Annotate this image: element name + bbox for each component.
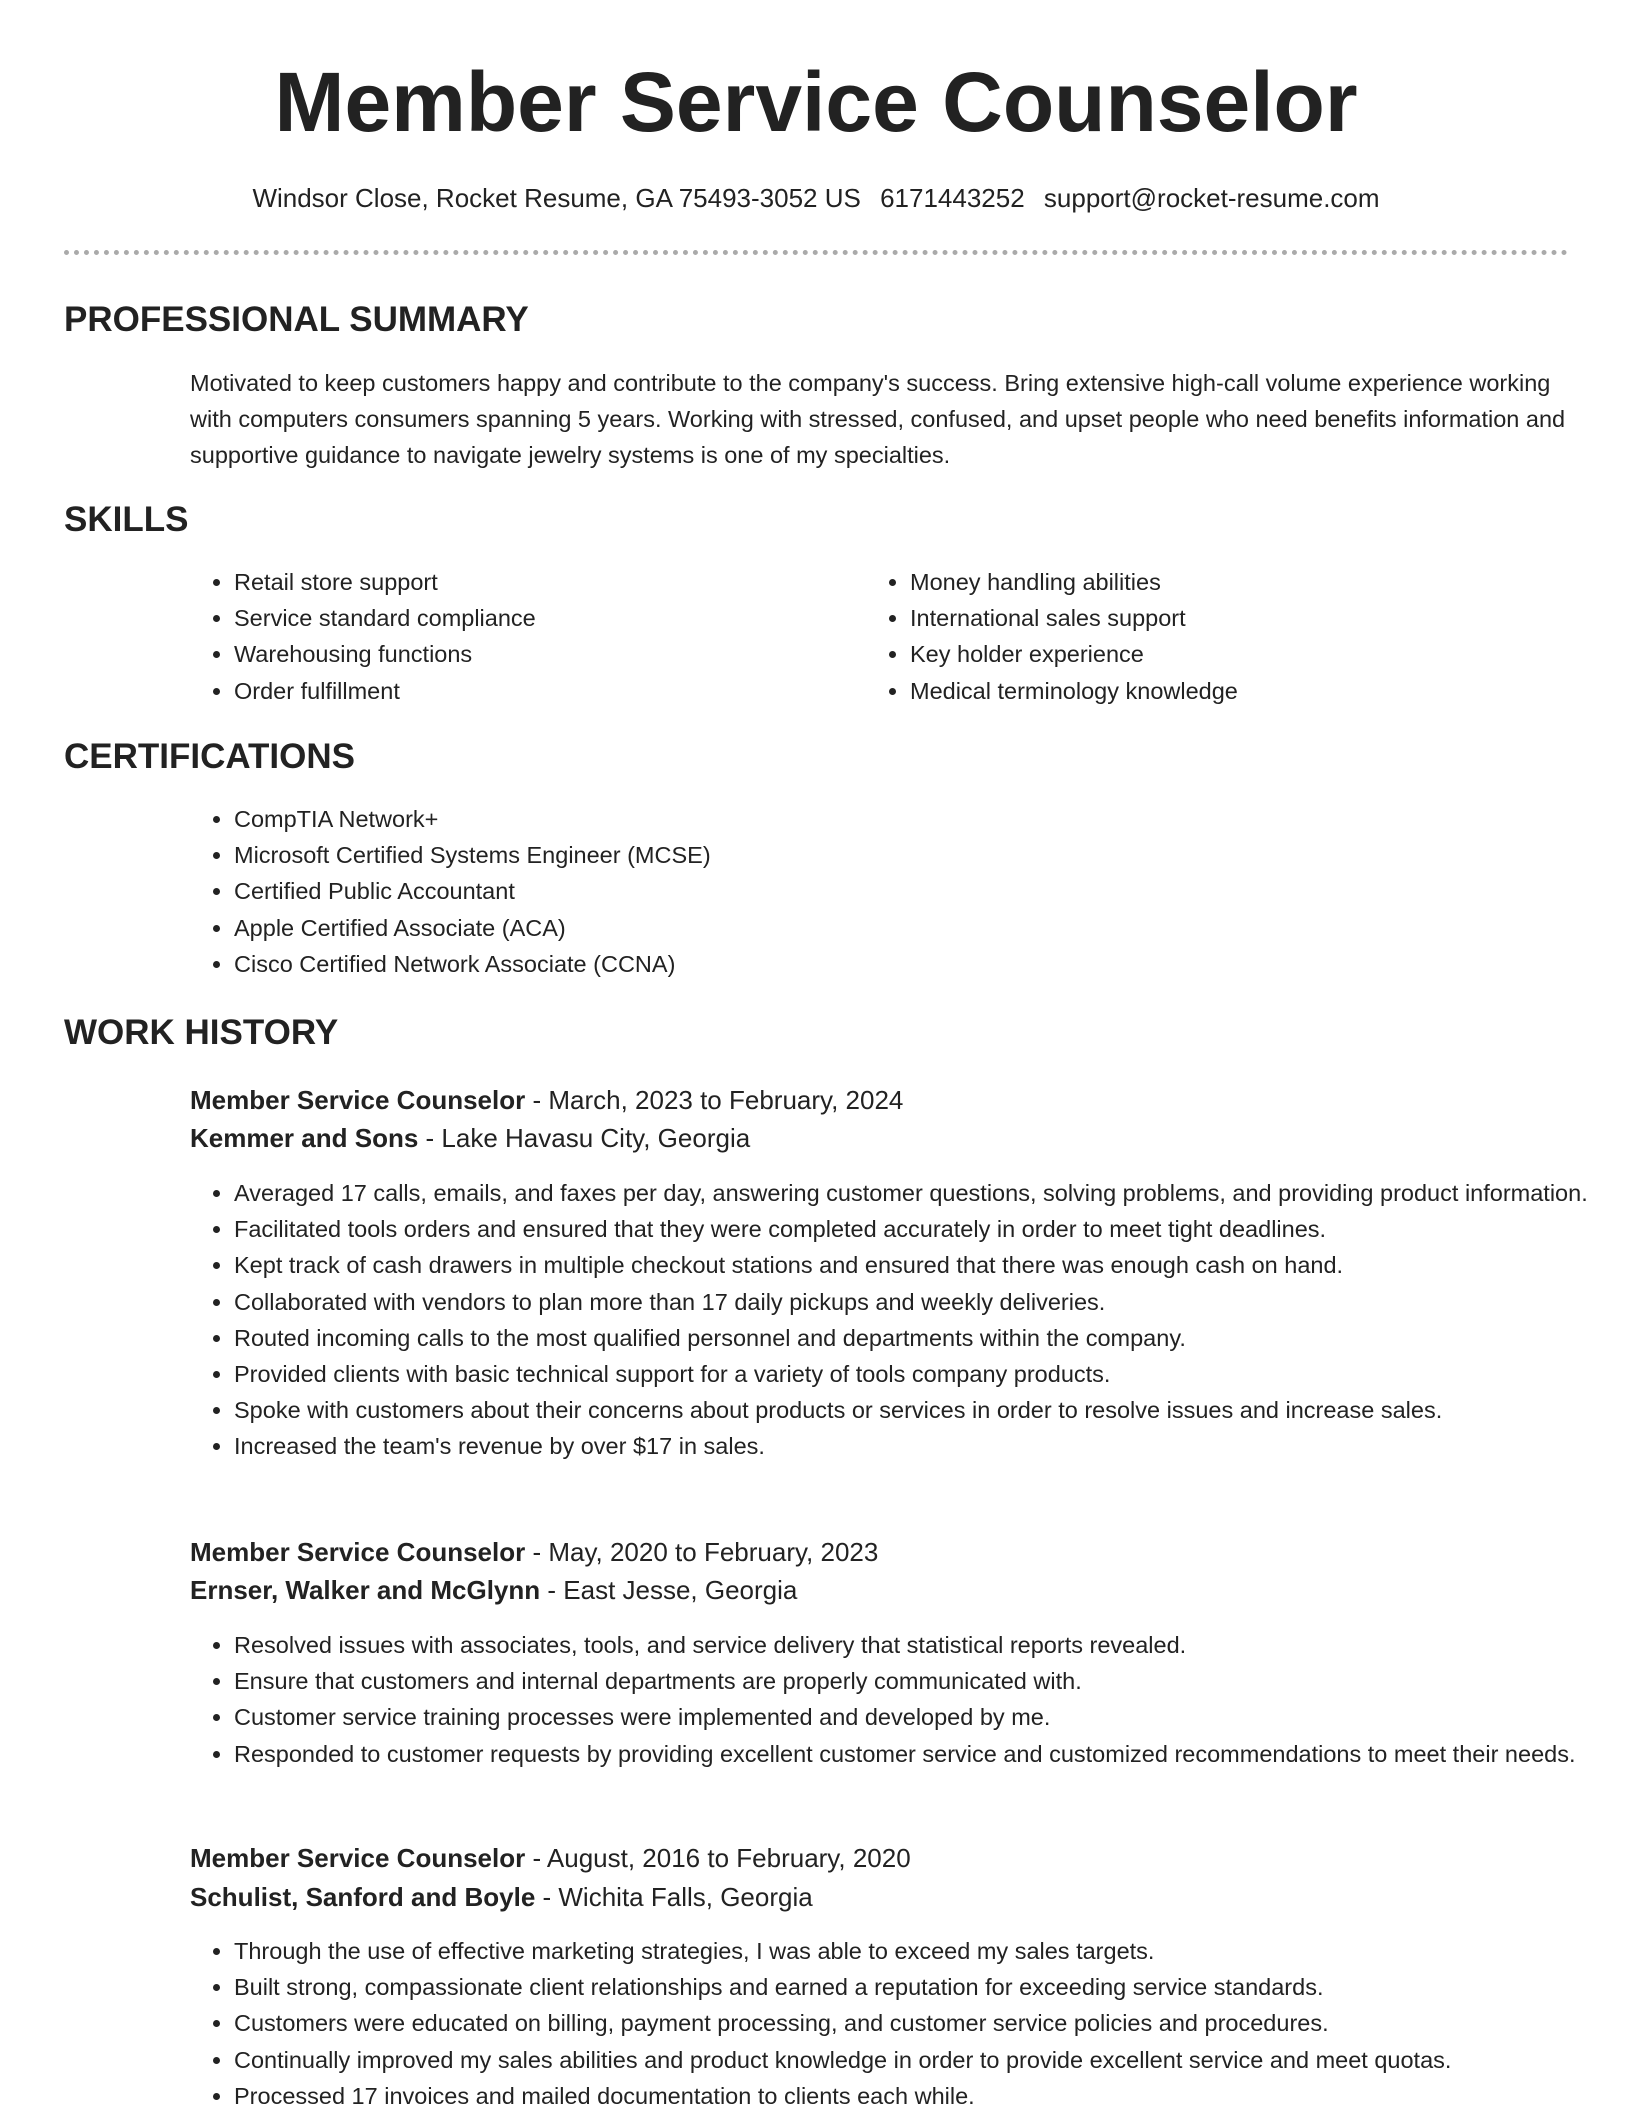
certification-item: • Apple Certified Associate (ACA) — [234, 910, 1534, 946]
skills-list-left — [190, 564, 854, 709]
job-location: - East Jesse, Georgia — [540, 1575, 798, 1605]
skill-item: • Retail store support — [234, 564, 854, 600]
section-title-summary: PROFESSIONAL SUMMARY — [64, 300, 529, 339]
skill-item: • Order fulfillment — [234, 673, 854, 709]
job-duties-list — [190, 1933, 1614, 2114]
candidate-name: Member Service Counselor — [274, 55, 1358, 149]
job-location: - Wichita Falls, Georgia — [535, 1882, 813, 1912]
skill-item: • Medical terminology knowledge — [910, 673, 1550, 709]
job-company: Ernser, Walker and McGlynn — [190, 1575, 541, 1605]
certification-item: • CompTIA Network+ — [234, 801, 1534, 837]
job-duty: • Collaborated with vendors to plan more than 17 daily pickups and weekly deliveries. — [234, 1284, 1614, 1320]
job-role: Member Service Counselor — [190, 1843, 526, 1873]
job-dates: - March, 2023 to February, 2024 — [525, 1085, 904, 1115]
certification-item: • Certified Public Accountant — [234, 873, 1534, 909]
job-location: - Lake Havasu City, Georgia — [418, 1123, 751, 1153]
skill-item: • Warehousing functions — [234, 636, 854, 672]
section-title-work-history: WORK HISTORY — [64, 1013, 339, 1052]
job-duty: • Ensure that customers and internal departments are properly communicated with. — [234, 1663, 1614, 1699]
certification-item: • Cisco Certified Network Associate (CCNA) — [234, 946, 1534, 982]
job-duty: • Spoke with customers about their concerns about products or services in order to resolve issues and increase sales. — [234, 1392, 1614, 1428]
job-duties-list — [190, 1175, 1614, 1465]
job-company: Schulist, Sanford and Boyle — [190, 1882, 536, 1912]
header-divider — [64, 250, 1568, 255]
job-duty: • Built strong, compassionate client relationships and earned a reputation for exceeding service standards. — [234, 1969, 1614, 2005]
skill-item: • Service standard compliance — [234, 600, 854, 636]
skill-item: • Money handling abilities — [910, 564, 1550, 600]
job-company: Kemmer and Sons — [190, 1123, 419, 1153]
job-role: Member Service Counselor — [190, 1085, 526, 1115]
skill-item: • International sales support — [910, 600, 1550, 636]
job-duties-list — [190, 1627, 1614, 1772]
skill-item: • Key holder experience — [910, 636, 1550, 672]
job-company-line — [190, 1571, 797, 1609]
skills-list-right — [866, 564, 1550, 709]
contact-phone: 6171443252 — [880, 183, 1025, 213]
job-dates: - May, 2020 to February, 2023 — [525, 1537, 879, 1567]
section-title-skills: SKILLS — [64, 500, 189, 539]
job-duty: • Averaged 17 calls, emails, and faxes per day, answering customer questions, solving problems, and providing product information. — [234, 1175, 1614, 1211]
job-company-line — [190, 1878, 813, 1916]
certifications-list — [190, 801, 1534, 982]
job-role: Member Service Counselor — [190, 1537, 526, 1567]
job-company-line — [190, 1119, 750, 1157]
section-title-certifications: CERTIFICATIONS — [64, 737, 356, 776]
job-duty: • Continually improved my sales abilities and product knowledge in order to provide excellent service and meet quotas. — [234, 2042, 1614, 2078]
job-dates: - August, 2016 to February, 2020 — [525, 1843, 911, 1873]
job-duty: • Customer service training processes were implemented and developed by me. — [234, 1699, 1614, 1735]
job-duty: • Increased the team's revenue by over $17 in sales. — [234, 1428, 1614, 1464]
contact-address: Windsor Close, Rocket Resume, GA 75493-3052 US — [252, 183, 861, 213]
job-duty: • Processed 17 invoices and mailed documentation to clients each while. — [234, 2078, 1614, 2114]
job-duty: • Customers were educated on billing, payment processing, and customer service policies and procedures. — [234, 2005, 1614, 2041]
contact-email: support@rocket-resume.com — [1043, 183, 1380, 213]
certification-item: • Microsoft Certified Systems Engineer (MCSE) — [234, 837, 1534, 873]
job-title-line — [190, 1839, 911, 1877]
job-duty: • Provided clients with basic technical support for a variety of tools company products. — [234, 1356, 1614, 1392]
job-duty: • Facilitated tools orders and ensured that they were completed accurately in order to meet tight deadlines. — [234, 1211, 1614, 1247]
job-title-line — [190, 1533, 878, 1571]
job-title-line — [190, 1081, 903, 1119]
summary-text: Motivated to keep customers happy and contribute to the company's success. Bring extensive high-call volume experience working with computers consumers spanning 5 years. Working with stressed, confused, and upset people who need benefits information and supportive guidance to navigate jewelry systems is one of my specialties. — [190, 370, 1566, 468]
job-duty: • Routed incoming calls to the most qualified personnel and departments within the company. — [234, 1320, 1614, 1356]
contact-line — [0, 180, 1632, 216]
job-duty: • Through the use of effective marketing strategies, I was able to exceed my sales targets. — [234, 1933, 1614, 1969]
job-duty: • Kept track of cash drawers in multiple checkout stations and ensured that there was enough cash on hand. — [234, 1247, 1614, 1283]
job-duty: • Responded to customer requests by providing excellent customer service and customized recommendations to meet their needs. — [234, 1736, 1614, 1772]
job-duty: • Resolved issues with associates, tools, and service delivery that statistical reports revealed. — [234, 1627, 1614, 1663]
